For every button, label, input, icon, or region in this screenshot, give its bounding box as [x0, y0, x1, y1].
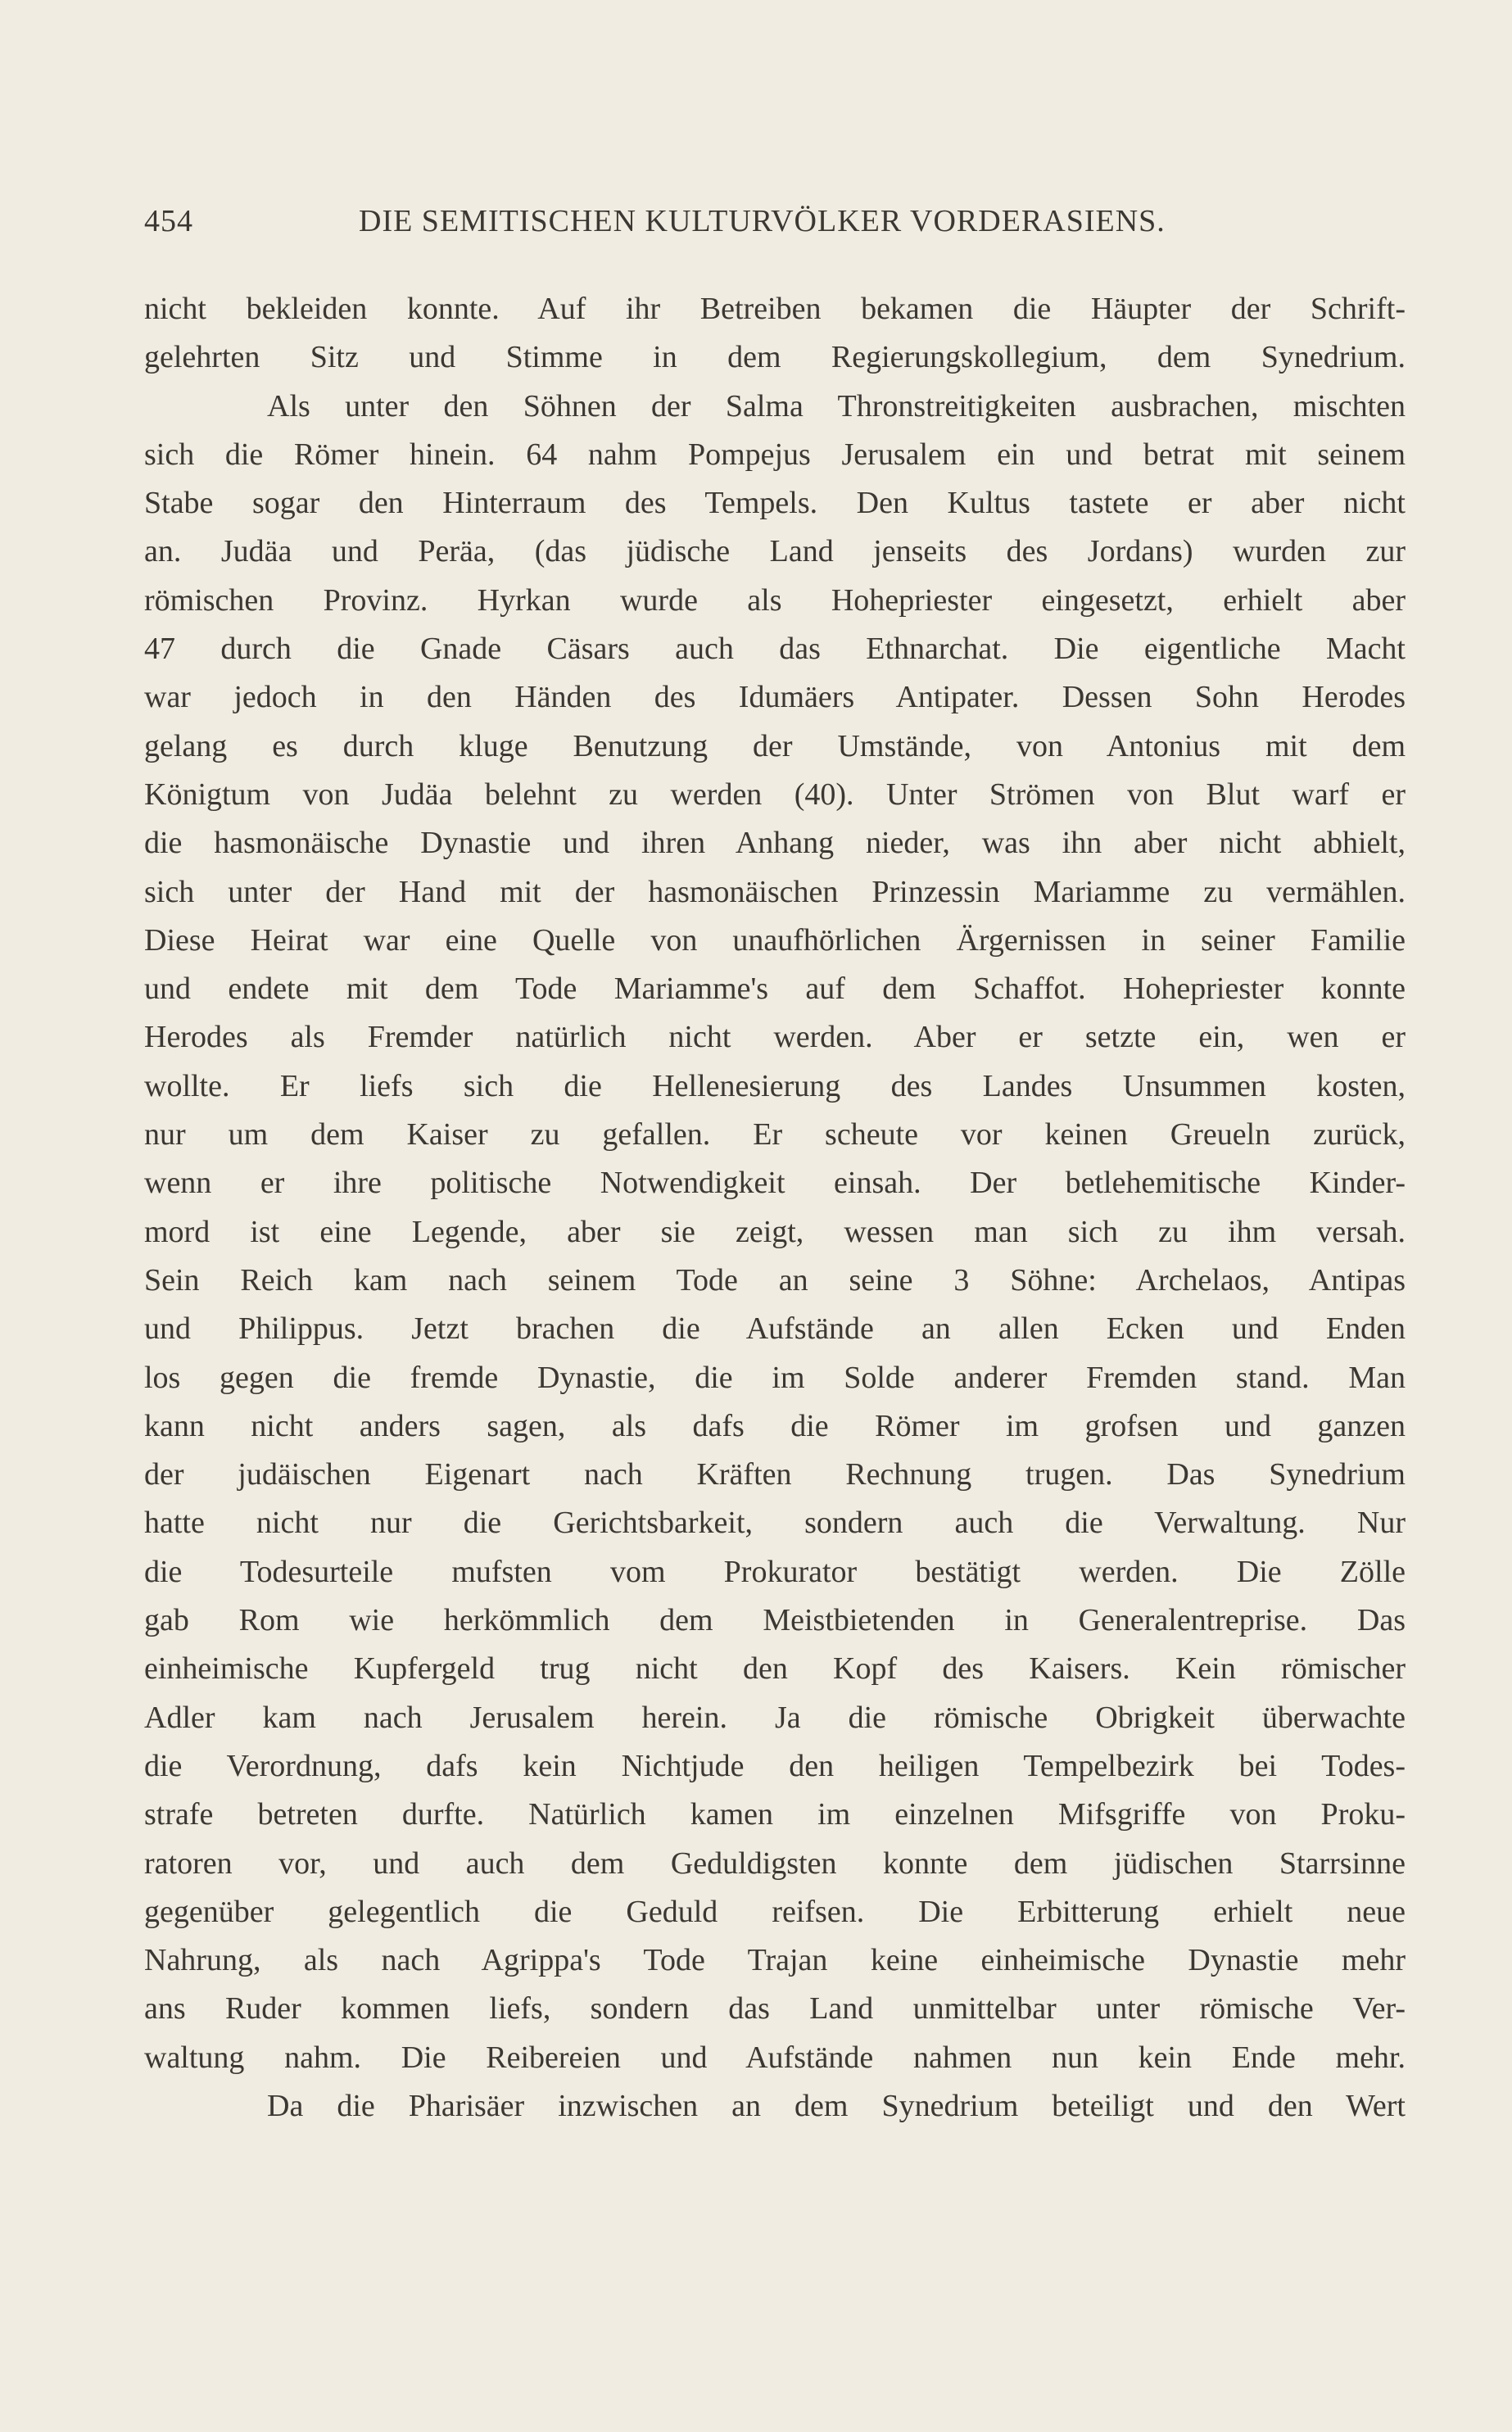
- text-line: Da die Pharisäer inzwischen an dem Synedrium beteiligt und den Wert: [267, 2088, 1406, 2123]
- text-line: sich unter der Hand mit der hasmonäischen Prinzessin Mariamme zu vermählen.: [144, 874, 1406, 909]
- text-line: und Philippus. Jetzt brachen die Aufstände an allen Ecken und Enden: [144, 1311, 1406, 1347]
- text-line: und endete mit dem Tode Mariamme's auf dem Schaffot. Hohepriester konnte: [144, 971, 1406, 1007]
- text-line: nur um dem Kaiser zu gefallen. Er scheute vor keinen Greueln zurück,: [144, 1117, 1406, 1153]
- text-line: die hasmonäische Dynastie und ihren Anhang nieder, was ihn aber nicht abhielt,: [144, 826, 1406, 861]
- page-number: 454: [144, 204, 193, 238]
- text-line: gelehrten Sitz und Stimme in dem Regierungskollegium, dem Synedrium.: [144, 340, 1406, 375]
- text-line: ans Ruder kommen liefs, sondern das Land unmittelbar unter römische Ver-: [144, 1991, 1406, 2027]
- text-line: Nahrung, als nach Agrippa's Tode Trajan keine einheimische Dynastie mehr: [144, 1943, 1406, 1978]
- text-line: hatte nicht nur die Gerichtsbarkeit, sondern auch die Verwaltung. Nur: [144, 1506, 1406, 1541]
- text-line: waltung nahm. Die Reibereien und Aufstände nahmen nun kein Ende mehr.: [144, 2040, 1406, 2075]
- text-line: strafe betreten durfte. Natürlich kamen im einzelnen Mifsgriffe von Proku-: [144, 1797, 1406, 1832]
- text-line: Herodes als Fremder natürlich nicht werden. Aber er setzte ein, wen er: [144, 1020, 1406, 1055]
- text-line: Sein Reich kam nach seinem Tode an seine 3 Söhne: Archelaos, Antipas: [144, 1262, 1406, 1298]
- text-line: die Todesurteile mufsten vom Prokurator bestätigt werden. Die Zölle: [144, 1554, 1406, 1589]
- text-line: ratoren vor, und auch dem Geduldigsten konnte dem jüdischen Starrsinne: [144, 1846, 1406, 1881]
- text-line: Königtum von Judäa belehnt zu werden (40). Unter Strömen von Blut warf er: [144, 777, 1406, 812]
- text-line: gegenüber gelegentlich die Geduld reifsen. Die Erbitterung erhielt neue: [144, 1894, 1406, 1929]
- text-line: wollte. Er liefs sich die Hellenesierung des Landes Unsummen kosten,: [144, 1068, 1406, 1103]
- text-line: Als unter den Söhnen der Salma Thronstreitigkeiten ausbrachen, mischten: [267, 388, 1406, 423]
- text-line: gab Rom wie herkömmlich dem Meistbietenden in Generalentreprise. Das: [144, 1603, 1406, 1638]
- text-line: an. Judäa und Peräa, (das jüdische Land jenseits des Jordans) wurden zur: [144, 534, 1406, 569]
- text-line: kann nicht anders sagen, als dafs die Römer im grofsen und ganzen: [144, 1408, 1406, 1443]
- text-line: nicht bekleiden konnte. Auf ihr Betreiben bekamen die Häupter der Schrift-: [144, 292, 1406, 326]
- running-title: DIE SEMITISCHEN KULTURVÖLKER VORDERASIENS.: [359, 204, 1166, 238]
- text-line: Adler kam nach Jerusalem herein. Ja die römische Obrigkeit überwachte: [144, 1700, 1406, 1735]
- text-line: einheimische Kupfergeld trug nicht den Kopf des Kaisers. Kein römischer: [144, 1651, 1406, 1687]
- text-line: Diese Heirat war eine Quelle von unaufhörlichen Ärgernissen in seiner Familie: [144, 922, 1406, 958]
- text-line: los gegen die fremde Dynastie, die im Solde anderer Fremden stand. Man: [144, 1360, 1406, 1395]
- page-header: [144, 203, 1201, 244]
- text-line: sich die Römer hinein. 64 nahm Pompejus Jerusalem ein und betrat mit seinem: [144, 437, 1406, 472]
- body-text: [144, 285, 1406, 2131]
- text-line: 47 durch die Gnade Cäsars auch das Ethnarchat. Die eigentliche Macht: [144, 632, 1406, 667]
- text-line: Stabe sogar den Hinterraum des Tempels. Den Kultus tastete er aber nicht: [144, 486, 1406, 521]
- text-line: mord ist eine Legende, aber sie zeigt, wessen man sich zu ihm versah.: [144, 1214, 1406, 1249]
- text-line: war jedoch in den Händen des Idumäers Antipater. Dessen Sohn Herodes: [144, 680, 1406, 715]
- text-line: die Verordnung, dafs kein Nichtjude den heiligen Tempelbezirk bei Todes-: [144, 1748, 1406, 1783]
- text-line: der judäischen Eigenart nach Kräften Rechnung trugen. Das Synedrium: [144, 1457, 1406, 1492]
- text-line: wenn er ihre politische Notwendigkeit einsah. Der betlehemitische Kinder-: [144, 1166, 1406, 1201]
- text-line: römischen Provinz. Hyrkan wurde als Hohepriester eingesetzt, erhielt aber: [144, 582, 1406, 618]
- text-line: gelang es durch kluge Benutzung der Umstände, von Antonius mit dem: [144, 728, 1406, 763]
